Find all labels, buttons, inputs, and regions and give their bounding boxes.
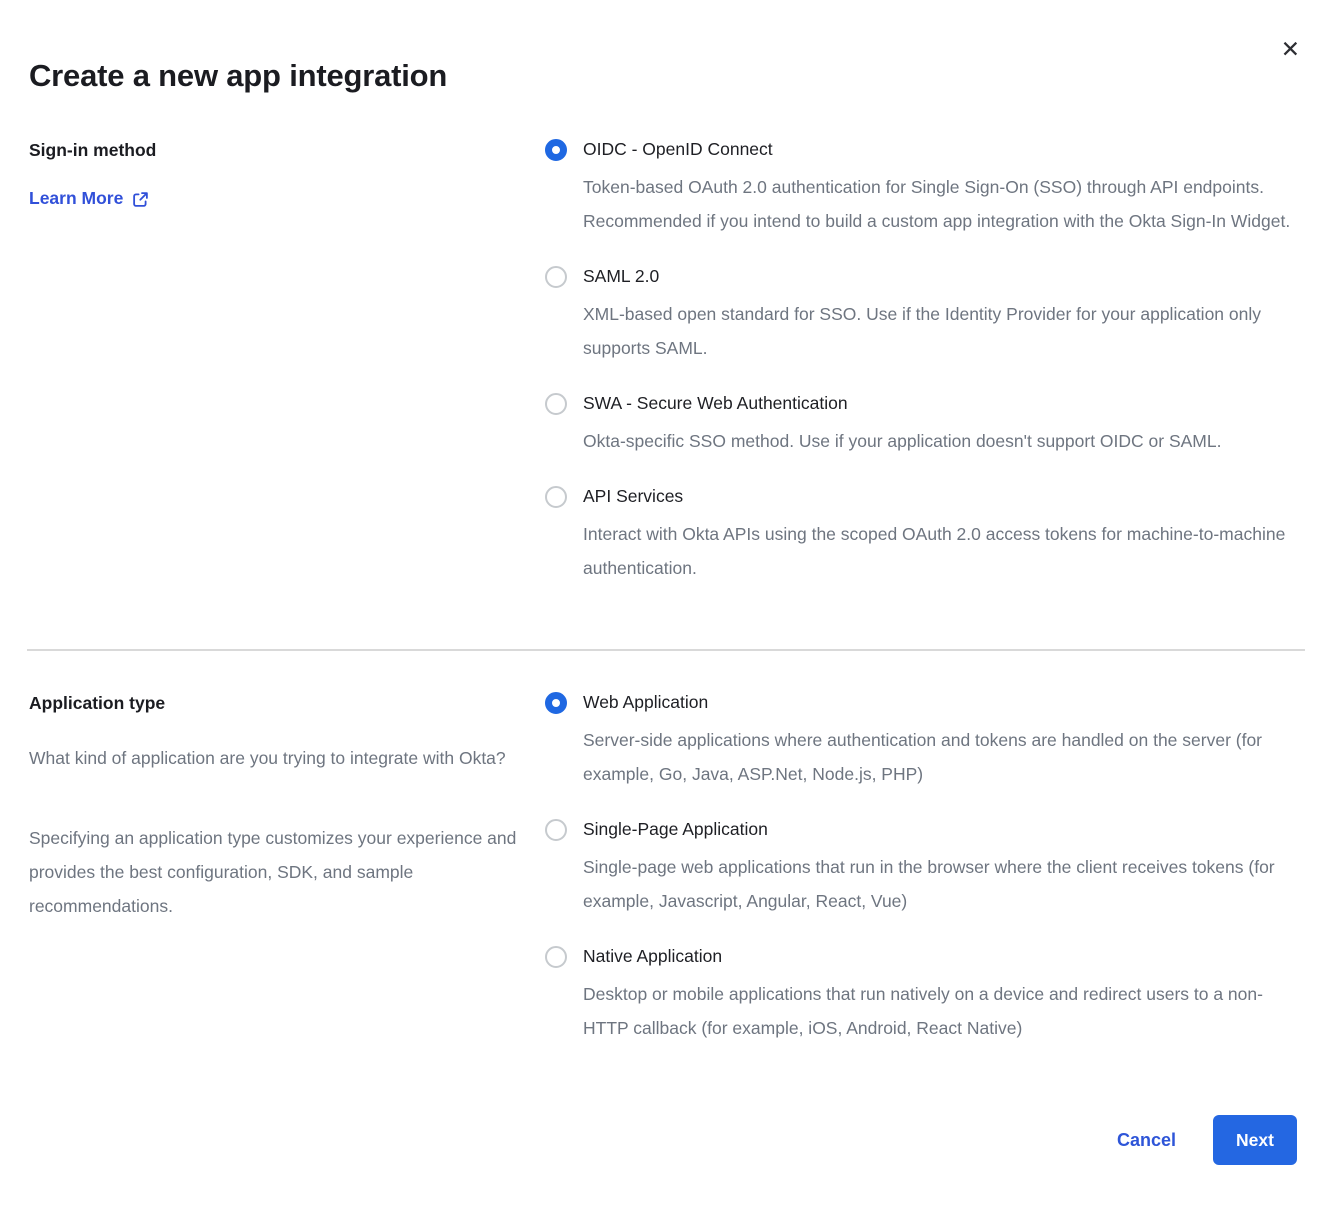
radio-option-description: Server-side applications where authentication and tokens are handled on the server (for example, Go, Java, ASP.Net, Node.js, PHP): [583, 730, 1263, 784]
section-divider: [27, 649, 1305, 651]
radio-option-description: XML-based open standard for SSO. Use if the Identity Provider for your application only supports SAML.: [583, 304, 1261, 358]
signin-method-label: Sign-in method: [29, 140, 157, 160]
radio-option-label: OIDC - OpenID Connect: [583, 139, 773, 159]
radio-option-label: SAML 2.0: [583, 266, 660, 286]
radio-option-native-application[interactable]: [545, 945, 1297, 1045]
radio-option-single-page-application[interactable]: [545, 818, 1297, 918]
application-type-description-1: What kind of application are you trying to integrate with Okta?: [29, 748, 506, 768]
application-type-description-2: Specifying an application type customizes your experience and provides the best configuration, SDK, and sample recommendations.: [29, 828, 517, 916]
radio-option-description: Interact with Okta APIs using the scoped OAuth 2.0 access tokens for machine-to-machine authentication.: [583, 524, 1286, 578]
radio-option-api-services[interactable]: [545, 485, 1297, 585]
radio-option-description: Token-based OAuth 2.0 authentication for Single Sign-On (SSO) through API endpoints. Recommended if you intend to build a custom app integration with the Okta Sign-In Widget.: [583, 177, 1291, 231]
radio-option-saml[interactable]: [545, 265, 1297, 365]
application-type-label: Application type: [29, 693, 166, 713]
cancel-button[interactable]: Cancel: [1116, 1129, 1176, 1150]
dialog-footer: [1117, 1115, 1297, 1165]
radio-option-label: API Services: [583, 486, 684, 506]
next-button[interactable]: Next: [1213, 1115, 1297, 1165]
radio-button-single-page-application[interactable]: [545, 819, 567, 841]
radio-option-web-application[interactable]: [545, 691, 1297, 791]
radio-button-oidc[interactable]: [545, 139, 567, 161]
close-icon[interactable]: ✕: [1280, 36, 1300, 62]
signin-method-section: [29, 138, 1297, 585]
radio-option-description: Single-page web applications that run in the browser where the client receives tokens (for example, Javascript, Angular, React, Vue): [583, 857, 1275, 911]
radio-option-label: Web Application: [583, 692, 709, 712]
application-type-section: [29, 691, 1297, 1045]
radio-button-swa[interactable]: [545, 393, 567, 415]
radio-option-label: Single-Page Application: [583, 819, 768, 839]
radio-option-swa[interactable]: [545, 392, 1297, 458]
radio-option-label: SWA - Secure Web Authentication: [583, 393, 848, 413]
radio-option-label: Native Application: [583, 946, 723, 966]
learn-more-link[interactable]: [29, 188, 149, 209]
page-title: Create a new app integration: [29, 58, 448, 93]
external-link-icon: [132, 189, 149, 208]
radio-option-description: Okta-specific SSO method. Use if your application doesn't support OIDC or SAML.: [583, 431, 1222, 451]
radio-button-native-application[interactable]: [545, 946, 567, 968]
radio-button-api-services[interactable]: [545, 486, 567, 508]
radio-option-description: Desktop or mobile applications that run natively on a device and redirect users to a non-HTTP callback (for example, iOS, Android, React Native): [583, 984, 1263, 1038]
radio-button-saml[interactable]: [545, 266, 567, 288]
learn-more-label: Learn More: [29, 188, 124, 208]
radio-option-oidc[interactable]: [545, 138, 1297, 238]
radio-button-web-application[interactable]: [545, 692, 567, 714]
